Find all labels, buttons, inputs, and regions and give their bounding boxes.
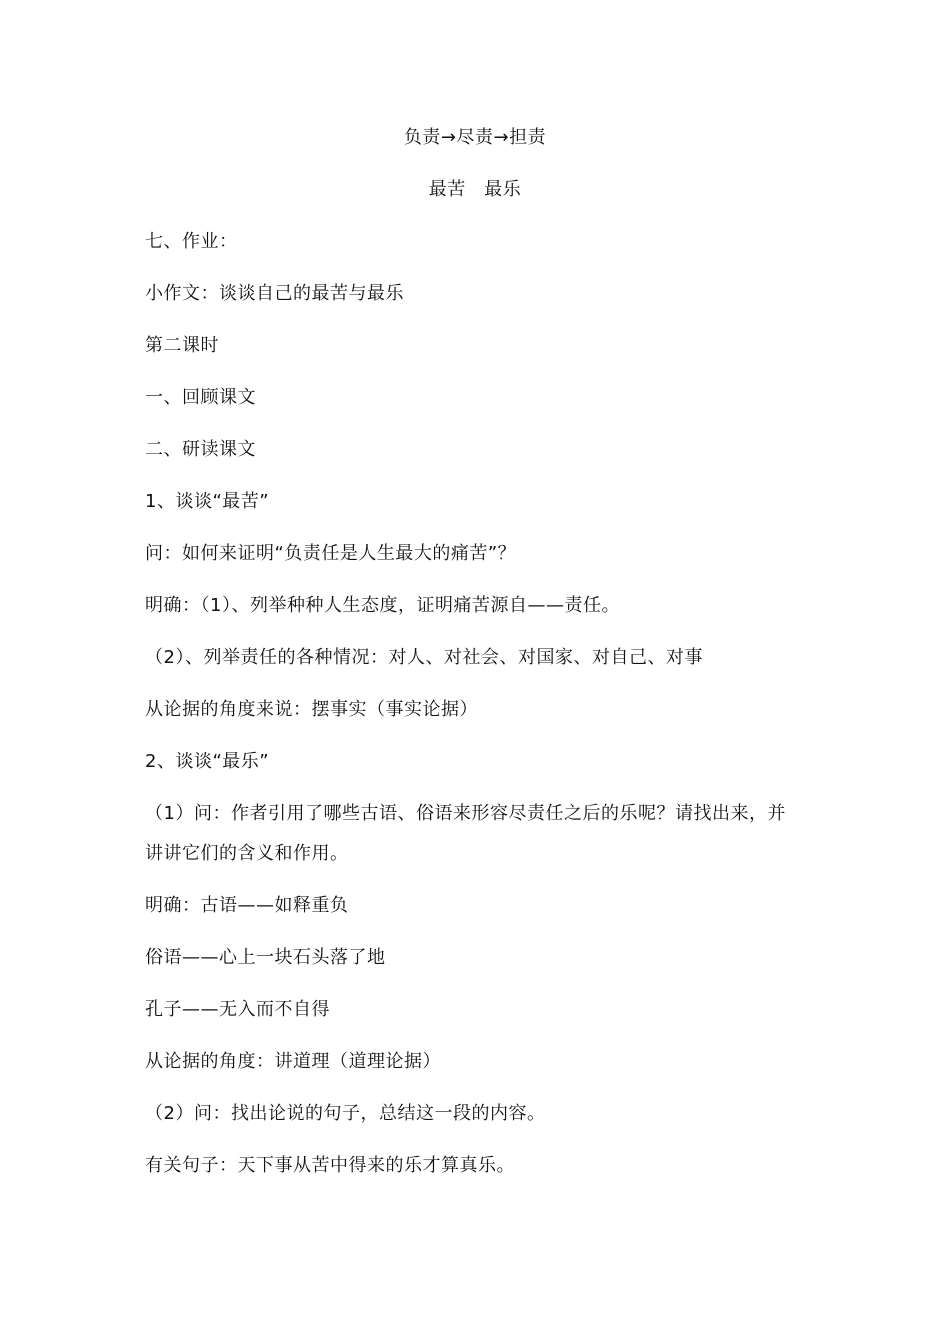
paragraph-question-2a: （1）问：作者引用了哪些古语、俗语来形容尽责任之后的乐呢？请找出来，并 bbox=[145, 803, 786, 824]
paragraph-answer-3: 明确：古语——如释重负 bbox=[145, 895, 349, 916]
paragraph-question-3: （2）问：找出论说的句子，总结这一段的内容。 bbox=[145, 1103, 546, 1124]
heading-line-2: 最苦 最乐 bbox=[428, 179, 522, 200]
paragraph-answer-2: （2）、列举责任的各种情况：对人、对社会、对国家、对自己、对事 bbox=[145, 647, 703, 668]
paragraph-section-2: 2、谈谈“最乐” bbox=[145, 751, 270, 772]
paragraph-homework-heading: 七、作业： bbox=[145, 231, 238, 252]
paragraph-section-1: 1、谈谈“最苦” bbox=[145, 491, 270, 512]
paragraph-evidence-2: 从论据的角度：讲道理（道理论据） bbox=[145, 1051, 441, 1072]
paragraph-evidence-1: 从论据的角度来说：摆事实（事实论据） bbox=[145, 699, 478, 720]
paragraph-essay-task: 小作文：谈谈自己的最苦与最乐 bbox=[145, 283, 404, 304]
paragraph-question-2b: 讲讲它们的含义和作用。 bbox=[145, 843, 349, 864]
paragraph-question-1: 问：如何来证明“负责任是人生最大的痛苦”？ bbox=[145, 543, 517, 564]
paragraph-proverb: 俗语——心上一块石头落了地 bbox=[145, 947, 386, 968]
paragraph-study: 二、研读课文 bbox=[145, 439, 256, 460]
paragraph-review: 一、回顾课文 bbox=[145, 387, 256, 408]
paragraph-confucius: 孔子——无入而不自得 bbox=[145, 999, 330, 1020]
paragraph-second-lesson: 第二课时 bbox=[145, 335, 219, 356]
paragraph-answer-1: 明确：（1）、列举种种人生态度，证明痛苦源自——责任。 bbox=[145, 595, 620, 616]
heading-line-1: 负责→尽责→担责 bbox=[403, 127, 547, 148]
paragraph-related-sentence: 有关句子：天下事从苦中得来的乐才算真乐。 bbox=[145, 1155, 515, 1176]
